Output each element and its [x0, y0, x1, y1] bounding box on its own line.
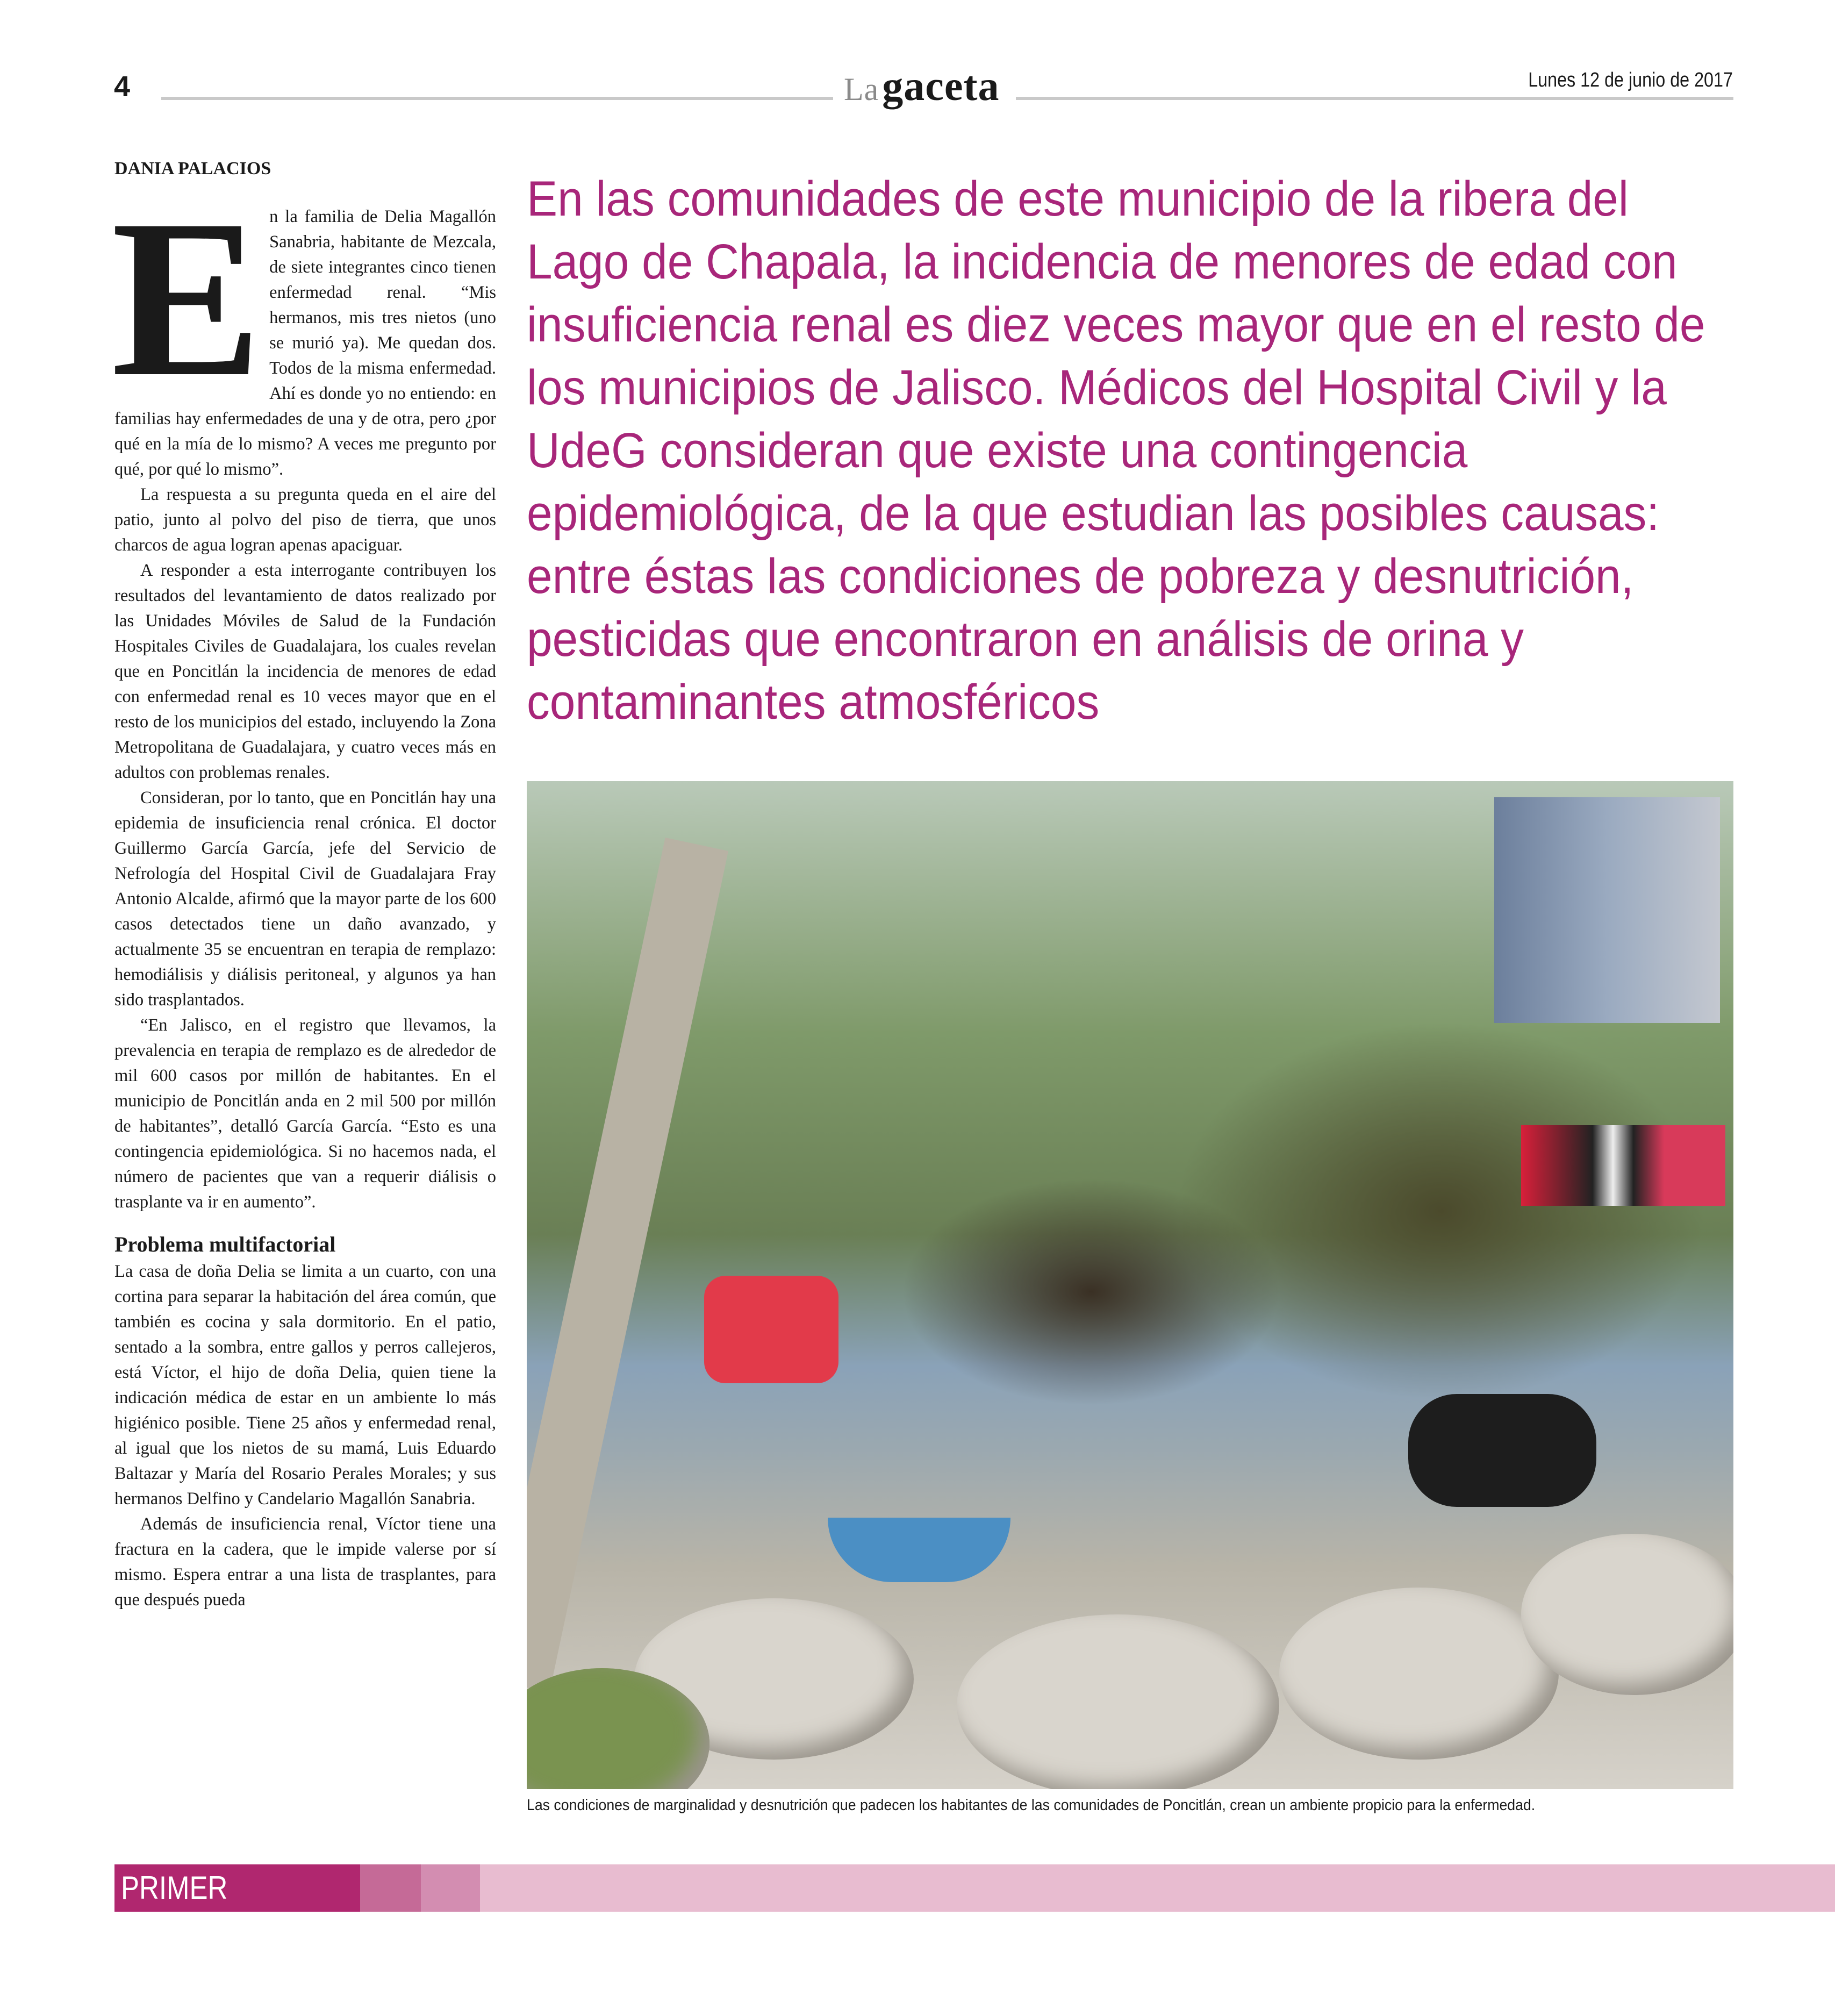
header-rule-left	[161, 97, 833, 100]
article-lede: En las comunidades de este municipio de la ribera del Lago de Chapala, la incidencia de menores de edad con insuficiencia renal es diez veces mayor que en el resto de los municipios de Jalisco. Médicos del Hospital Civil y la UdeG consideran que existe una contingencia epidemiológica, de la que estudian las posibles causas: entre éstas las condiciones de pobreza y desnutrición, pesticidas que encontraron en análisis de orina y contaminantes atmosféricos	[527, 171, 1705, 730]
byline: DANIA PALACIOS	[114, 159, 271, 178]
logo-gaceta: gaceta	[882, 62, 1000, 109]
masthead-logo	[844, 62, 1000, 110]
article-photo	[527, 781, 1733, 1789]
paragraph: “En Jalisco, en el registro que llevamos, la prevalencia en terapia de remplazo es de alrededor de mil 600 casos por millón de habitantes. En el municipio de Poncitlán anda en 2 mil 500 por millón de habitantes”, detalló García García. “Esto es una contingencia epidemiológica. Si no hacemos nada, el número de pacientes que van a requerir diálisis o trasplante va ir en aumento”.	[114, 1016, 496, 1212]
paragraph: En la familia de Delia Magallón Sanabria, habitante de Mezcala, de siete integrantes cinco tienen enfermedad renal. “Mis hermanos, mis tres nietos (uno se murió ya). Me quedan dos. Todos de la misma enfermedad. Ahí es donde yo no entiendo: en familias hay enfermedades de una y de otra, pero ¿por qué en la mía de lo mismo? A veces me pregunto por qué, por qué lo mismo”.	[111, 173, 496, 479]
photo-post	[527, 838, 728, 1692]
issue-date: Lunes 12 de junio de 2017	[1528, 69, 1733, 91]
article-body	[111, 173, 496, 1613]
logo-la: La	[844, 72, 879, 107]
paragraph: La respuesta a su pregunta queda en el aire del patio, junto al polvo del piso de tierra, que unos charcos de agua logran apenas apaciguar.	[114, 485, 496, 555]
footer-stripe	[360, 1864, 421, 1912]
photo-clothes	[1521, 1125, 1725, 1206]
paragraph: Consideran, por lo tanto, que en Poncitlán hay una epidemia de insuficiencia renal crónica. El doctor Guillermo García García, jefe del Servicio de Nefrología del Hospital Civil de Guadalajara Fray Antonio Alcalde, afirmó que la mayor parte de los 600 casos detectados tiene un daño avanzado, y actualmente 35 se encuentran en terapia de remplazo: hemodiálisis y diálisis peritoneal, y algunos ya han sido trasplantados.	[114, 788, 496, 1010]
section-label: PRIMER PLANO	[114, 1864, 360, 1912]
page-number: 4	[114, 70, 131, 103]
drop-cap: E	[111, 173, 262, 423]
paragraph: Además de insuficiencia renal, Víctor tiene una fractura en la cadera, que le impide valerse por sí mismo. Espera entrar a una lista de trasplantes, para que después pueda	[114, 1514, 496, 1610]
paragraph: A responder a esta interrogante contribuyen los resultados del levantamiento de datos realizado por las Unidades Móviles de Salud de la Fundación Hospitales Civiles de Guadalajara, los cuales revelan que en Poncitlán la incidencia de menores de edad con enfermedad renal es 10 veces mayor que en el resto de los municipios del estado, incluyendo la Zona Metropolitana de Guadalajara, y cuatro veces más en adultos con problemas renales.	[114, 561, 496, 782]
photo-basin	[828, 1518, 1010, 1582]
footer-stripe	[421, 1864, 480, 1912]
subheading: Problema multifactorial	[114, 1232, 336, 1256]
photo-dog	[1408, 1394, 1596, 1507]
photo-laundry	[1494, 797, 1720, 1023]
photo-caption: Las condiciones de marginalidad y desnutrición que padecen los habitantes de las comunidades de Poncitlán, crean un ambiente propicio para la enfermedad.	[527, 1797, 1536, 1814]
photo-woman	[704, 1276, 838, 1383]
header-rule-right	[1016, 97, 1733, 100]
paragraph: La casa de doña Delia se limita a un cuarto, con una cortina para separar la habitación del área común, que también es cocina y sala dormitorio. En el patio, sentado a la sombra, entre gallos y perros callejeros, está Víctor, el hijo de doña Delia, quien tiene la indicación médica de estar en un ambiente lo más higiénico posible. Tiene 25 años y enfermedad renal, al igual que los nietos de su mamá, Luis Eduardo Baltazar y María del Rosario Perales Morales; y sus hermanos Delfino y Candelario Magallón Sanabria.	[114, 1262, 496, 1509]
section-footer-bar	[114, 1864, 1835, 1953]
